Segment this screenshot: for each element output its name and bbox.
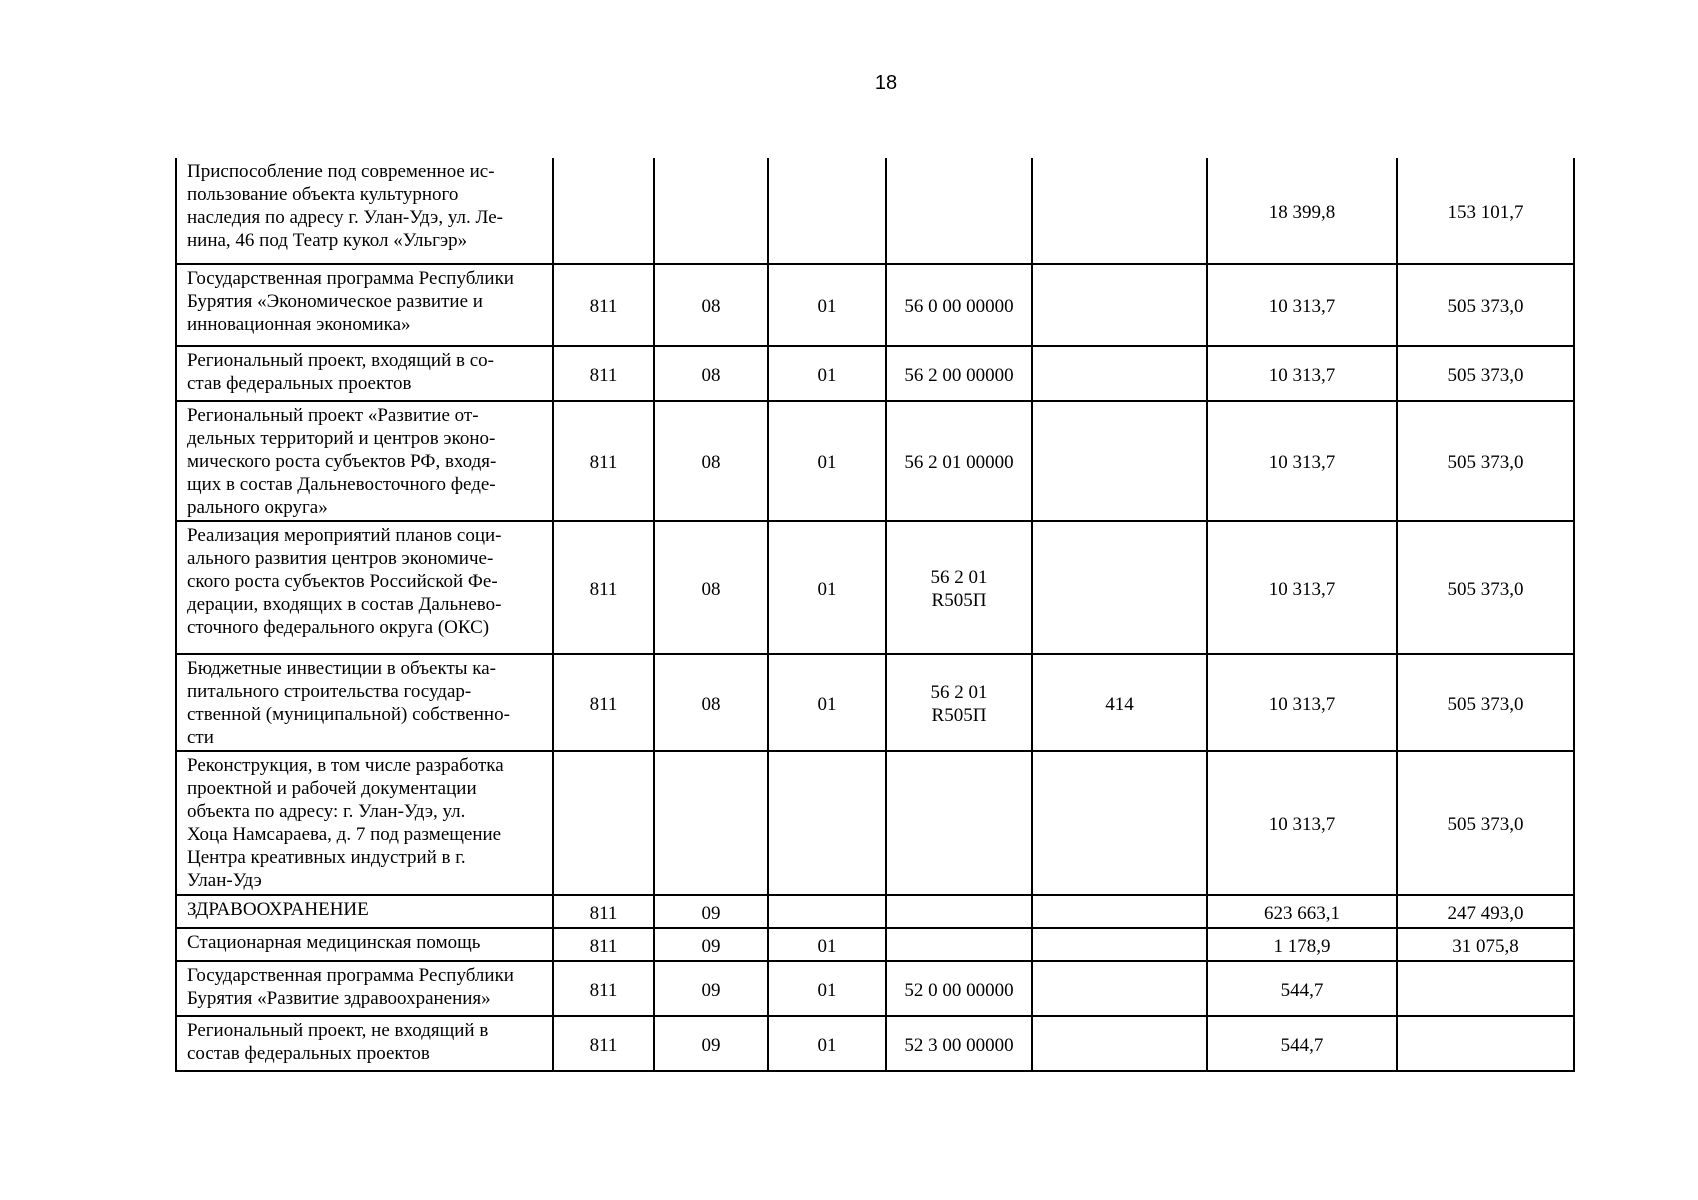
subsection-code-cell [768,895,886,928]
ministry-code-cell: 811 [553,895,654,928]
subsection-code-cell: 01 [768,346,886,401]
subsection-code-cell: 01 [768,521,886,654]
expense-type-cell [1032,961,1207,1016]
target-code-cell: 56 0 00 00000 [886,264,1032,346]
section-code-cell: 08 [654,654,768,751]
amount-1-cell: 10 313,7 [1207,346,1397,401]
item-name-cell: Государственная программа Республики Бурятия «Развитие здравоохранения» [176,961,553,1016]
subsection-code-cell: 01 [768,264,886,346]
item-name-cell: Приспособление под современное ис- пользование объекта культурного наследия по адресу г. Улан-Удэ, ул. Ле- нина, 46 под Театр кукол «Ульгэр» [176,158,553,264]
target-code-cell: 56 2 01 00000 [886,401,1032,521]
ministry-code-cell: 811 [553,961,654,1016]
table-row [176,346,1574,401]
item-name-cell: Региональный проект, входящий в со- став федеральных проектов [176,346,553,401]
target-code-cell [886,895,1032,928]
ministry-code-cell: 811 [553,1016,654,1071]
amount-2-cell: 505 373,0 [1397,264,1574,346]
amount-1-cell: 1 178,9 [1207,928,1397,961]
amount-1-cell: 10 313,7 [1207,751,1397,895]
subsection-code-cell: 01 [768,401,886,521]
target-code-cell: 56 2 01 R505П [886,521,1032,654]
ministry-code-cell: 811 [553,928,654,961]
section-code-cell: 08 [654,401,768,521]
table-row [176,961,1574,1016]
target-code-cell [886,928,1032,961]
section-code-cell: 09 [654,928,768,961]
table-row [176,264,1574,346]
subsection-code-cell [768,751,886,895]
section-code-cell: 09 [654,895,768,928]
expense-type-cell [1032,401,1207,521]
expense-type-cell [1032,158,1207,264]
expense-type-cell [1032,928,1207,961]
target-code-cell [886,751,1032,895]
expense-type-cell [1032,521,1207,654]
ministry-code-cell [553,751,654,895]
subsection-code-cell: 01 [768,961,886,1016]
amount-2-cell: 505 373,0 [1397,401,1574,521]
table-body [176,158,1574,1071]
page-number: 18 [874,72,898,94]
ministry-code-cell: 811 [553,264,654,346]
amount-2-cell: 505 373,0 [1397,751,1574,895]
item-name-cell: Региональный проект «Развитие от- дельных территорий и центров эконо- мического роста субъектов РФ, входя- щих в состав Дальневосточного феде- рального округа» [176,401,553,521]
ministry-code-cell: 811 [553,346,654,401]
section-code-cell: 08 [654,521,768,654]
amount-2-cell: 505 373,0 [1397,346,1574,401]
subsection-code-cell: 01 [768,928,886,961]
budget-table [175,158,1575,1072]
subsection-code-cell: 01 [768,654,886,751]
item-name-cell: Стационарная медицинская помощь [176,928,553,961]
expense-type-cell: 414 [1032,654,1207,751]
table-row [176,1016,1574,1071]
ministry-code-cell: 811 [553,401,654,521]
table-row [176,521,1574,654]
amount-1-cell: 544,7 [1207,1016,1397,1071]
subsection-code-cell [768,158,886,264]
item-name-cell: Бюджетные инвестиции в объекты ка- питального строительства государ- ственной (муниципальной) собственно- сти [176,654,553,751]
section-code-cell [654,751,768,895]
expense-type-cell [1032,346,1207,401]
amount-2-cell: 505 373,0 [1397,521,1574,654]
ministry-code-cell: 811 [553,654,654,751]
expense-type-cell [1032,895,1207,928]
target-code-cell: 52 3 00 00000 [886,1016,1032,1071]
amount-2-cell: 153 101,7 [1397,158,1574,264]
subsection-code-cell: 01 [768,1016,886,1071]
target-code-cell: 56 2 01 R505П [886,654,1032,751]
expense-type-cell [1032,1016,1207,1071]
amount-2-cell [1397,1016,1574,1071]
ministry-code-cell [553,158,654,264]
expense-type-cell [1032,264,1207,346]
amount-2-cell: 247 493,0 [1397,895,1574,928]
target-code-cell: 52 0 00 00000 [886,961,1032,1016]
amount-1-cell: 623 663,1 [1207,895,1397,928]
amount-1-cell: 18 399,8 [1207,158,1397,264]
table-row [176,895,1574,928]
table-row [176,751,1574,895]
amount-2-cell: 31 075,8 [1397,928,1574,961]
section-code-cell: 09 [654,961,768,1016]
amount-1-cell: 10 313,7 [1207,521,1397,654]
table-row [176,928,1574,961]
amount-1-cell: 10 313,7 [1207,654,1397,751]
table-row [176,158,1574,264]
amount-1-cell: 10 313,7 [1207,264,1397,346]
item-name-cell: ЗДРАВООХРАНЕНИЕ [176,895,553,928]
target-code-cell [886,158,1032,264]
section-code-cell: 08 [654,346,768,401]
table-row [176,401,1574,521]
amount-2-cell: 505 373,0 [1397,654,1574,751]
expense-type-cell [1032,751,1207,895]
item-name-cell: Государственная программа Республики Бурятия «Экономическое развитие и инновационная экономика» [176,264,553,346]
target-code-cell: 56 2 00 00000 [886,346,1032,401]
amount-2-cell [1397,961,1574,1016]
ministry-code-cell: 811 [553,521,654,654]
item-name-cell: Региональный проект, не входящий в состав федеральных проектов [176,1016,553,1071]
amount-1-cell: 10 313,7 [1207,401,1397,521]
item-name-cell: Реализация мероприятий планов соци- ального развития центров экономиче- ского роста субъектов Российской Фе- дерации, входящих в состав Дальнево- сточного федерального округа (ОКС) [176,521,553,654]
section-code-cell [654,158,768,264]
item-name-cell: Реконструкция, в том числе разработка проектной и рабочей документации объекта по адресу: г. Улан-Удэ, ул. Хоца Намсараева, д. 7 под размещение Центра креативных индустрий в г. Улан-Удэ [176,751,553,895]
amount-1-cell: 544,7 [1207,961,1397,1016]
section-code-cell: 09 [654,1016,768,1071]
section-code-cell: 08 [654,264,768,346]
table-row [176,654,1574,751]
